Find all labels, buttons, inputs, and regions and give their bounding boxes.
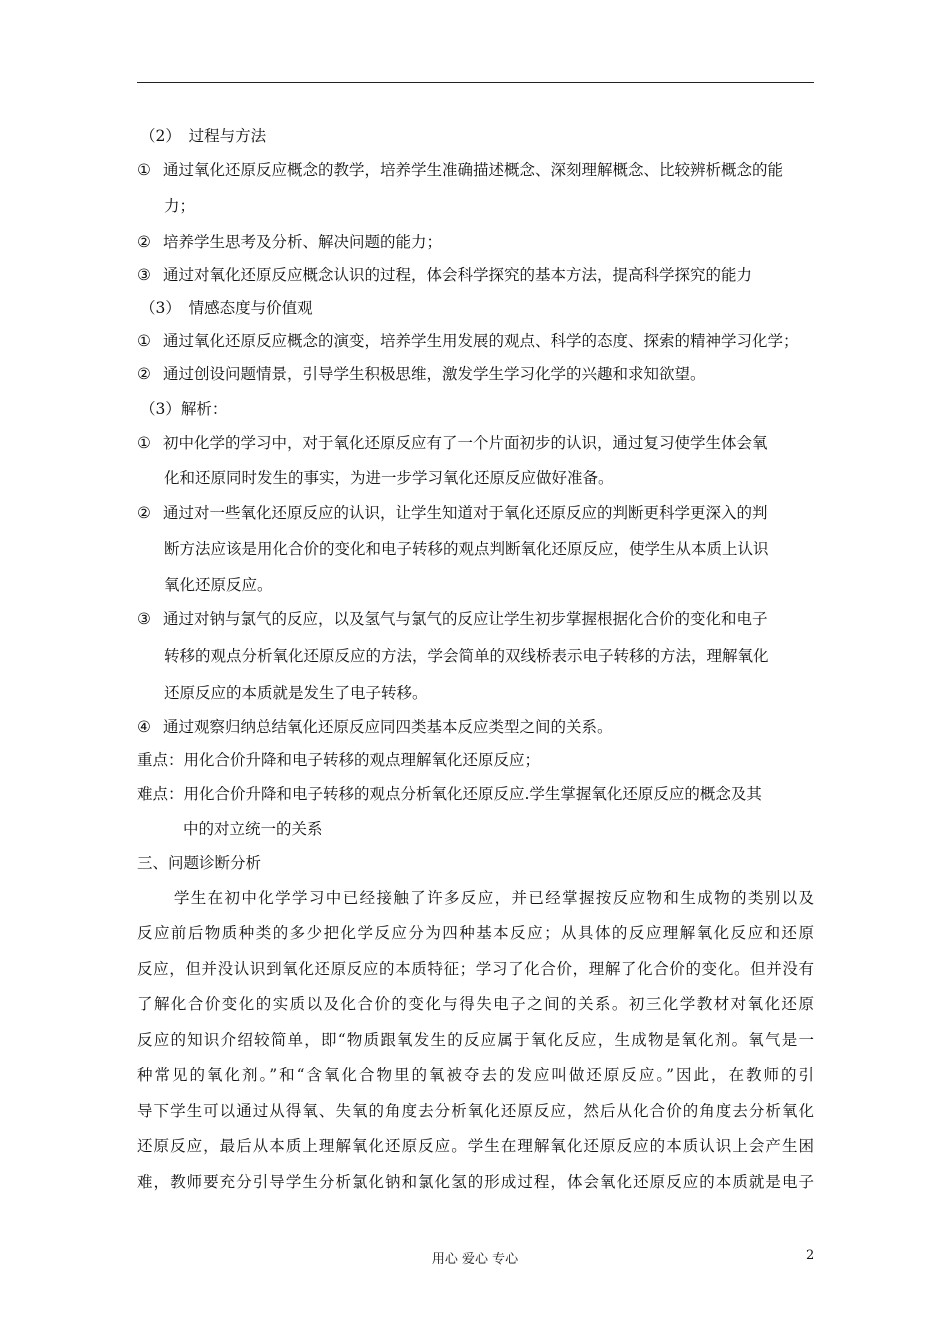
list-item	[137, 716, 613, 738]
item-number: ③	[137, 610, 151, 628]
list-item	[137, 330, 799, 352]
list-item	[137, 608, 768, 630]
paragraph-line: 还原反应，最后从本质上理解氧化还原反应。学生在理解氧化还原反应的本质认识上会产生困	[137, 1137, 814, 1155]
item-text: 通过氧化还原反应概念的演变，培养学生用发展的观点、科学的态度、探索的精神学习化学；	[163, 332, 799, 350]
item-text: 初中化学的学习中，对于氧化还原反应有了一个片面初步的认识，通过复习使学生体会氧	[163, 434, 768, 452]
item-number: ①	[137, 332, 151, 350]
item-text: 通过对氧化还原反应概念认识的过程，体会科学探究的基本方法，提高科学探究的能力	[163, 266, 753, 284]
section-heading-attitude-values: （3） 情感态度与价值观	[140, 299, 313, 317]
list-item	[137, 432, 768, 454]
paragraph-line: 难，教师要充分引导学生分析氯化钠和氯化氢的形成过程，体会氧化还原反应的本质就是电子	[137, 1173, 814, 1191]
item-text-continued: 氧化还原反应。	[164, 576, 273, 594]
item-number: ④	[137, 718, 151, 736]
item-text-continued: 还原反应的本质就是发生了电子转移。	[164, 684, 428, 702]
item-text: 通过对一些氧化还原反应的认识，让学生知道对于氧化还原反应的判断更科学更深入的判	[163, 504, 768, 522]
paragraph-line: 反应，但并没认识到氧化还原反应的本质特征；学习了化合价，理解了化合价的变化。但并没有	[137, 960, 814, 978]
paragraph-line: 了解化合价变化的实质以及化合价的变化与得失电子之间的关系。初三化学教材对氧化还原	[137, 995, 814, 1013]
key-point: 重点：用化合价升降和电子转移的观点理解氧化还原反应；	[137, 751, 541, 769]
list-item	[137, 363, 706, 385]
section-heading-analysis: （3）解析：	[140, 400, 228, 418]
list-item	[137, 231, 442, 253]
item-text-continued: 力；	[164, 197, 196, 215]
item-number: ②	[137, 504, 151, 522]
item-text: 通过观察归纳总结氧化还原反应同四类基本反应类型之间的关系。	[163, 718, 613, 736]
item-text-continued: 断方法应该是用化合价的变化和电子转移的观点判断氧化还原反应，使学生从本质上认识	[164, 540, 769, 558]
difficult-point: 难点：用化合价升降和电子转移的观点分析氧化还原反应.学生掌握氧化还原反应的概念及其	[137, 785, 762, 803]
paragraph-line: 学生在初中化学学习中已经接触了许多反应，并已经掌握按反应物和生成物的类别以及	[157, 889, 814, 907]
paragraph-line: 反应的知识介绍较简单，即“物质跟氧发生的反应属于氧化反应，生成物是氧化剂。氧气是一	[137, 1031, 814, 1049]
section-heading-process-method: （2） 过程与方法	[140, 127, 267, 145]
item-text-continued: 化和还原同时发生的事实，为进一步学习氧化还原反应做好准备。	[164, 469, 614, 487]
item-text-continued: 转移的观点分析氧化还原反应的方法，学会简单的双线桥表示电子转移的方法，理解氧化	[164, 647, 769, 665]
item-text: 通过氧化还原反应概念的教学，培养学生准确描述概念、深刻理解概念、比较辨析概念的能	[163, 161, 784, 179]
item-text: 通过创设问题情景，引导学生积极思维，激发学生学习化学的兴趣和求知欲望。	[163, 365, 706, 383]
list-item	[137, 264, 752, 286]
item-number: ②	[137, 365, 151, 383]
item-number: ①	[137, 161, 151, 179]
page-number: 2	[806, 1248, 815, 1263]
footer-motto: 用心 爱心 专心	[431, 1252, 519, 1267]
list-item	[137, 502, 768, 524]
paragraph-line: 反应前后物质种类的多少把化学反应分为四种基本反应；从具体的反应理解氧化反应和还原	[137, 924, 814, 942]
item-number: ③	[137, 266, 151, 284]
header-rule	[137, 82, 814, 83]
paragraph-line: 导下学生可以通过从得氧、失氧的角度去分析氧化还原反应，然后从化合价的角度去分析氧化	[137, 1102, 814, 1120]
item-text: 培养学生思考及分析、解决问题的能力；	[163, 233, 443, 251]
paragraph-line: 种常见的氧化剂。”和“含氧化合物里的氧被夺去的发应叫做还原反应。”因此，在教师的引	[137, 1066, 814, 1084]
difficult-point-continued: 中的对立统一的关系	[183, 820, 323, 838]
section-heading-problem-diagnosis: 三、问题诊断分析	[137, 854, 262, 872]
item-number: ②	[137, 233, 151, 251]
item-text: 通过对钠与氯气的反应，以及氢气与氯气的反应让学生初步掌握根据化合价的变化和电子	[163, 610, 768, 628]
list-item	[137, 159, 783, 181]
item-number: ①	[137, 434, 151, 452]
